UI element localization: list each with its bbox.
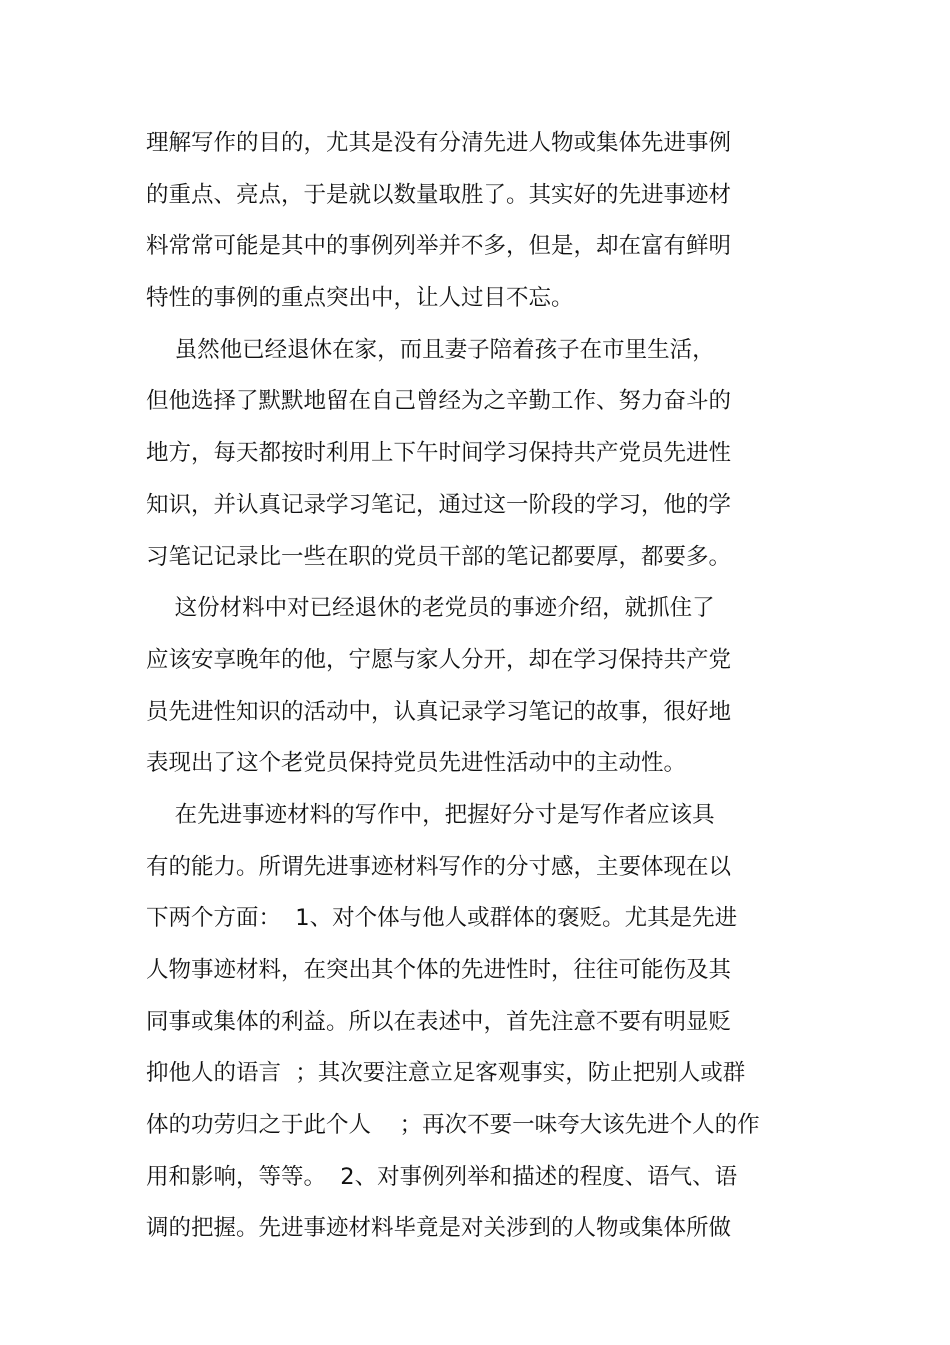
text-line: 体的功劳归之于此个人 ；再次不要一味夸大该先进个人的作 — [146, 1112, 760, 1139]
text-line: 这份材料中对已经退休的老党员的事迹介绍，就抓住了 — [146, 595, 715, 622]
text-line: 料常常可能是其中的事例列举并不多，但是，却在富有鲜明 — [146, 233, 732, 260]
text-line: 地方，每天都按时利用上下午时间学习保持共产党员先进性 — [146, 440, 732, 467]
text-line: 调的把握。先进事迹材料毕竟是对关涉到的人物或集体所做 — [146, 1215, 732, 1242]
text-line: 特性的事例的重点突出中，让人过目不忘。 — [146, 285, 574, 312]
text-line: 在先进事迹材料的写作中，把握好分寸是写作者应该具 — [146, 801, 715, 828]
body-text — [146, 118, 766, 1255]
text-line: 抑他人的语言 ；其次要注意立足客观事实，防止把别人或群 — [146, 1060, 746, 1087]
text-line: 表现出了这个老党员保持党员先进性活动中的主动性。 — [146, 750, 687, 777]
text-line: 习笔记记录比一些在职的党员干部的笔记都要厚，都要多。 — [146, 543, 732, 570]
text-line: 但他选择了默默地留在自己曾经为之辛勤工作、努力奋斗的 — [146, 388, 732, 415]
text-line: 人物事迹材料，在突出其个体的先进性时，往往可能伤及其 — [146, 957, 732, 983]
text-line: 同事或集体的利益。所以在表述中，首先注意不要有明显贬 — [146, 1008, 732, 1035]
text-line: 知识，并认真记录学习笔记，通过这一阶段的学习，他的学 — [146, 491, 732, 518]
text-line: 虽然他已经退休在家，而且妻子陪着孩子在市里生活， — [146, 336, 715, 363]
text-line: 理解写作的目的，尤其是没有分清先进人物或集体先进事例 — [146, 130, 732, 156]
text-line: 的重点、亮点，于是就以数量取胜了。其实好的先进事迹材 — [146, 181, 732, 208]
text-line: 用和影响，等等。 2、对事例列举和描述的程度、语气、语 — [146, 1163, 738, 1190]
text-line: 下两个方面： 1、对个体与他人或群体的褒贬。尤其是先进 — [146, 905, 738, 932]
text-line: 应该安享晚年的他，宁愿与家人分开，却在学习保持共产党 — [146, 646, 732, 673]
text-line: 有的能力。所谓先进事迹材料写作的分寸感，主要体现在以 — [146, 853, 732, 880]
text-line: 员先进性知识的活动中，认真记录学习笔记的故事，很好地 — [146, 698, 732, 725]
